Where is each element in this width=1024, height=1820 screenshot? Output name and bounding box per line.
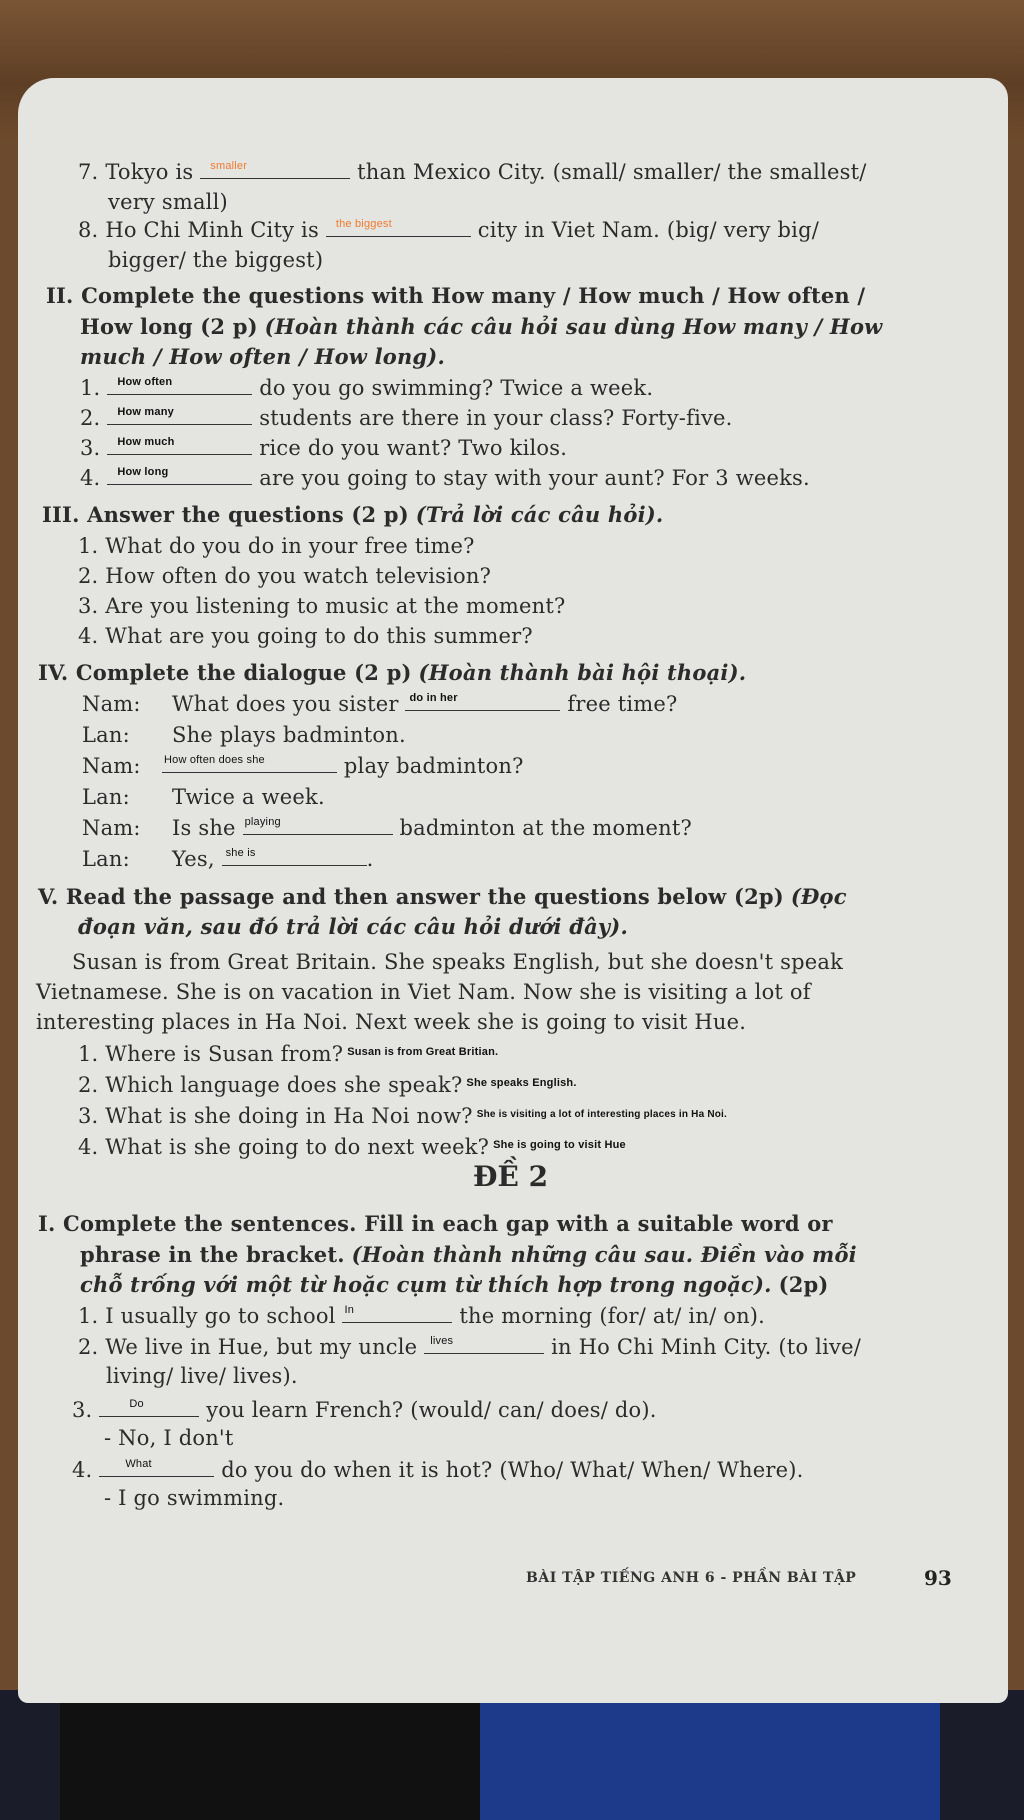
question-row: 4. How long are you going to stay with your aunt? For 3 weeks. bbox=[80, 466, 810, 490]
dialogue-line: Lan: Yes, she is . bbox=[82, 847, 374, 871]
answer-blank[interactable]: How many bbox=[107, 406, 252, 425]
sentence-row: 2. We live in Hue, but my uncle lives in Ho Chi Minh City. (to live/ bbox=[78, 1335, 861, 1359]
dialogue-line: Lan: Twice a week. bbox=[82, 785, 325, 809]
answer-blank[interactable]: What bbox=[99, 1458, 214, 1477]
exam-2-title: ĐỀ 2 bbox=[473, 1160, 549, 1193]
answer-blank[interactable]: playing bbox=[243, 816, 393, 835]
list-item: 3. Are you listening to music at the moment? bbox=[78, 594, 566, 618]
list-item: 2. How often do you watch television? bbox=[78, 564, 492, 588]
dark-shadow bbox=[60, 1690, 480, 1820]
item-7-cont: very small) bbox=[108, 190, 228, 214]
sentence-row: 3. Do you learn French? (would/ can/ does/ do). bbox=[72, 1398, 657, 1422]
textbook-page bbox=[18, 78, 1008, 1703]
dialogue-line: Lan: She plays badminton. bbox=[82, 723, 406, 747]
item-7: 7. Tokyo is smaller than Mexico City. (small/ smaller/ the smallest/ bbox=[78, 160, 867, 184]
section-5-heading-2: đoạn văn, sau đó trả lời các câu hỏi dưới đây). bbox=[78, 914, 628, 939]
item-8: 8. Ho Chi Minh City is the biggest city in Viet Nam. (big/ very big/ bbox=[78, 218, 820, 242]
list-item: 4. What are you going to do this summer? bbox=[78, 624, 533, 648]
section-4-heading: IV. Complete the dialogue (2 p) (Hoàn thành bài hội thoại). bbox=[38, 660, 747, 685]
passage-line: Vietnamese. She is on vacation in Viet Nam. Now she is visiting a lot of bbox=[36, 980, 811, 1004]
dialogue-line: Nam: Is she playing badminton at the moment? bbox=[82, 816, 692, 840]
question-row: 4. What is she going to do next week? $^{She is going to visit Hue}$ bbox=[78, 1135, 626, 1159]
list-item: 1. What do you do in your free time? bbox=[78, 534, 475, 558]
passage-line: Susan is from Great Britain. She speaks English, but she doesn't speak bbox=[72, 950, 844, 974]
question-row: 3. What is she doing in Ha Noi now? $^{She is visiting a lot of interesting places in Ha Noi.}$ bbox=[78, 1104, 728, 1128]
answer-blank[interactable]: smaller bbox=[200, 160, 350, 179]
section-2-heading: II. Complete the questions with How many / How much / How often / bbox=[46, 283, 866, 308]
answer-blank[interactable]: lives bbox=[424, 1335, 544, 1354]
de2-heading-2: phrase in the bracket. (Hoàn thành những câu sau. Điền vào mỗi bbox=[80, 1242, 857, 1267]
section-3-heading: III. Answer the questions (2 p) (Trả lời các câu hỏi). bbox=[42, 502, 664, 527]
page-footer: BÀI TẬP TIẾNG ANH 6 - PHẦN BÀI TẬP bbox=[526, 1570, 857, 1586]
item-8-cont: bigger/ the biggest) bbox=[108, 248, 324, 272]
reply-line: - No, I don't bbox=[104, 1426, 234, 1450]
sentence-row-cont: living/ live/ lives). bbox=[106, 1364, 298, 1388]
sentence-row: 4. What do you do when it is hot? (Who/ What/ When/ Where). bbox=[72, 1458, 804, 1482]
section-2-heading-2: How long (2 p) (Hoàn thành các câu hỏi sau dùng How many / How bbox=[80, 314, 883, 339]
question-row: 2. Which language does she speak? $^{She speaks English.}$ bbox=[78, 1073, 577, 1097]
answer-blank[interactable]: How often does she bbox=[162, 754, 337, 773]
section-2-heading-3: much / How often / How long). bbox=[80, 344, 445, 369]
answer-blank[interactable]: In bbox=[342, 1304, 452, 1323]
de2-heading-3: chỗ trống với một từ hoặc cụm từ thích hợp trong ngoặc). (2p) bbox=[80, 1272, 829, 1297]
sentence-row: 1. I usually go to school In the morning (for/ at/ in/ on). bbox=[78, 1304, 766, 1328]
answer-blank[interactable]: How long bbox=[107, 466, 252, 485]
dialogue-line: Nam: How often does she play badminton? bbox=[82, 754, 524, 778]
question-row: 2. How many students are there in your class? Forty-five. bbox=[80, 406, 733, 430]
question-row: 1. How often do you go swimming? Twice a week. bbox=[80, 376, 654, 400]
question-row: 3. How much rice do you want? Two kilos. bbox=[80, 436, 568, 460]
page-number: 93 bbox=[924, 1566, 952, 1590]
reply-line: - I go swimming. bbox=[104, 1486, 285, 1510]
answer-blank[interactable]: she is bbox=[222, 847, 367, 866]
dialogue-line: Nam: What does you sister do in her free time? bbox=[82, 692, 678, 716]
answer-blank[interactable]: How much bbox=[107, 436, 252, 455]
question-row: 1. Where is Susan from? $^{Susan is from Great Britian.}$ bbox=[78, 1042, 499, 1066]
answer-blank[interactable]: How often bbox=[107, 376, 252, 395]
passage-line: interesting places in Ha Noi. Next week she is going to visit Hue. bbox=[36, 1010, 747, 1034]
bottom-background bbox=[0, 1690, 1024, 1820]
answer-blank[interactable]: do in her bbox=[405, 692, 560, 711]
answer-blank[interactable]: Do bbox=[99, 1398, 199, 1417]
section-5-heading: V. Read the passage and then answer the questions below (2p) (Đọc bbox=[38, 884, 847, 909]
answer-blank[interactable]: the biggest bbox=[326, 218, 471, 237]
de2-heading: I. Complete the sentences. Fill in each gap with a suitable word or bbox=[38, 1211, 833, 1236]
blue-cloth bbox=[440, 1690, 940, 1820]
